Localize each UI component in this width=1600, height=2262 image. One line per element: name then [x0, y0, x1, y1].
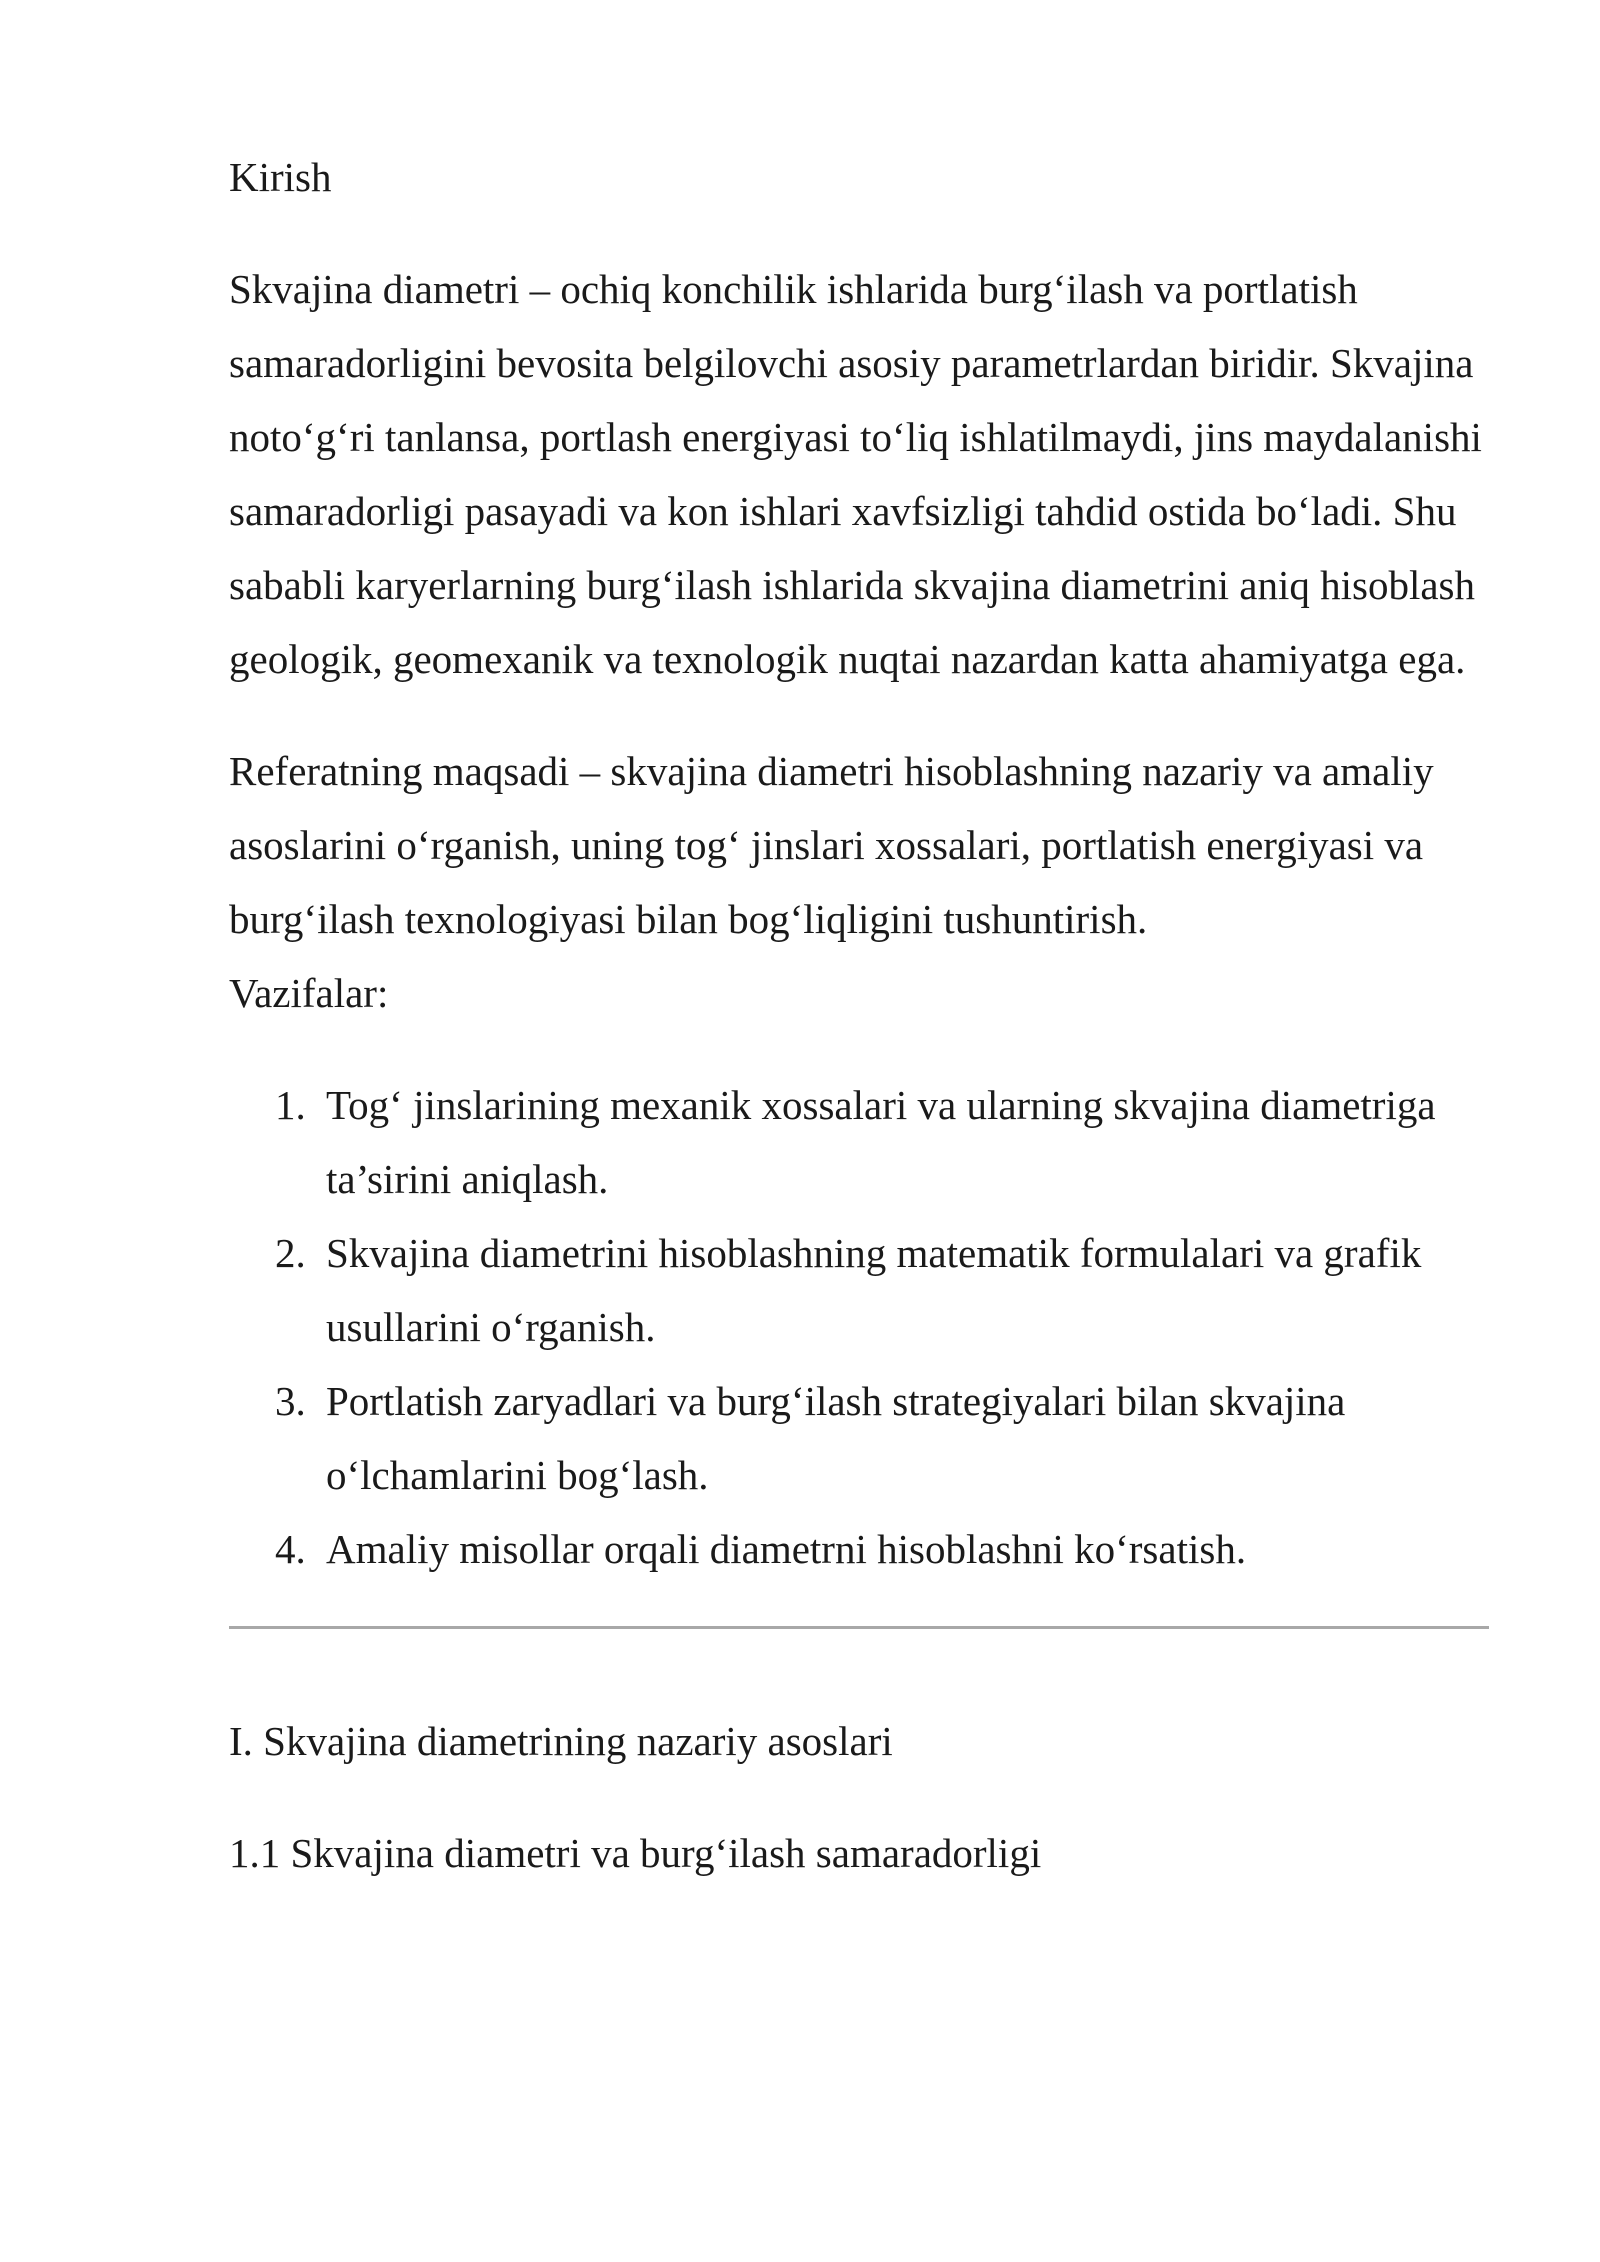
task-list: [229, 1068, 1489, 1586]
document-page: [229, 140, 1489, 1890]
list-item-number: 1.: [275, 1082, 306, 1128]
list-item: [229, 1364, 1489, 1512]
intro-heading: Kirish: [229, 154, 332, 200]
list-item-text: Tog‘ jinslarining mexanik xossalari va ularning skvajina diametriga ta’sirini aniqlash.: [326, 1082, 1436, 1202]
intro-paragraph-1: Skvajina diametri – ochiq konchilik ishlarida burg‘ilash va portlatish samaradorligini bevosita belgilovchi asosiy parametrlardan biridir. Skvajina noto‘g‘ri tanlansa, portlash energiyasi to‘liq ishlatilmaydi, jins maydalanishi samaradorligi pasayadi va kon ishlari xavfsizligi tahdid ostida bo‘ladi. Shu sababli karyerlarning burg‘ilash ishlarida skvajina diametrini aniq hisoblash geologik, geomexanik va texnologik nuqtai nazardan katta ahamiyatga ega.: [229, 266, 1482, 682]
list-item-number: 2.: [275, 1230, 306, 1276]
list-item-number: 3.: [275, 1378, 306, 1424]
tasks-label: Vazifalar:: [229, 970, 389, 1016]
list-item-text: Portlatish zaryadlari va burg‘ilash strategiyalari bilan skvajina o‘lchamlarini bog‘lash.: [326, 1378, 1346, 1498]
horizontal-divider: [229, 1626, 1489, 1629]
list-item-number: 4.: [275, 1526, 306, 1572]
section-title: I. Skvajina diametrining nazariy asoslari: [229, 1718, 893, 1764]
subsection-title: 1.1 Skvajina diametri va burg‘ilash samaradorligi: [229, 1830, 1042, 1876]
list-item: [229, 1512, 1489, 1586]
list-item-text: Amaliy misollar orqali diametrni hisoblashni ko‘rsatish.: [326, 1526, 1247, 1572]
list-item: [229, 1216, 1489, 1364]
list-item: [229, 1068, 1489, 1216]
list-item-text: Skvajina diametrini hisoblashning matematik formulalari va grafik usullarini o‘rganish.: [326, 1230, 1422, 1350]
intro-paragraph-2: Referatning maqsadi – skvajina diametri hisoblashning nazariy va amaliy asoslarini o‘rganish, uning tog‘ jinslari xossalari, portlatish energiyasi va burg‘ilash texnologiyasi bilan bog‘liqligini tushuntirish.: [229, 748, 1434, 942]
